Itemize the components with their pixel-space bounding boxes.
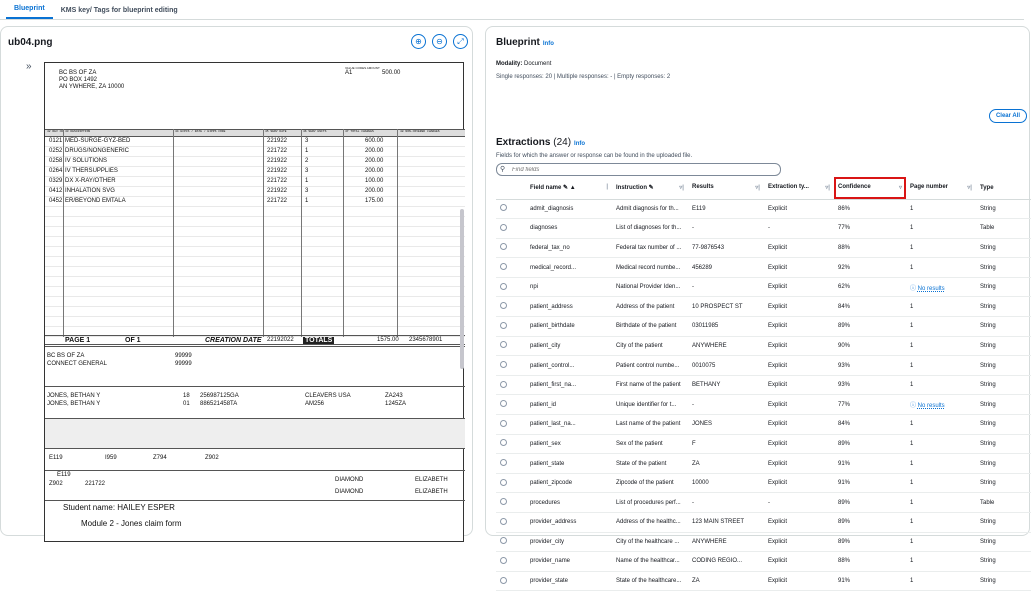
ub04-form-image — [44, 62, 464, 542]
cell-result: - — [688, 277, 764, 297]
cell-field-name: patient_control... — [526, 356, 612, 376]
cell-type: String — [976, 571, 1031, 591]
cell-result: BETHANY — [688, 375, 764, 395]
cell-field-name: federal_tax_no — [526, 238, 612, 258]
table-row[interactable] — [496, 513, 1031, 533]
tab-bar — [0, 0, 1024, 20]
row-radio[interactable] — [500, 204, 507, 211]
cell-type: String — [976, 297, 1031, 317]
cell-field-name: provider_city — [526, 532, 612, 552]
cell-field-name: patient_address — [526, 297, 612, 317]
cell-result: - — [688, 395, 764, 415]
cell-field-name: provider_name — [526, 552, 612, 572]
line-desc: MED-SURGE-GYZ-BED — [65, 138, 131, 144]
row-radio[interactable] — [500, 283, 507, 290]
cell-confidence: 88% — [834, 552, 906, 572]
value-codes: VALUE CODES AMOUNT A1 500.00 — [345, 66, 401, 76]
cell-page-number: 1 — [906, 454, 976, 474]
cell-page-number — [906, 277, 976, 297]
col-confidence[interactable]: Confidence ▿ — [834, 177, 906, 199]
cell-extraction-type: Explicit — [764, 473, 834, 493]
cell-instruction: State of the healthcare... — [612, 571, 688, 591]
tab-blueprint[interactable]: Blueprint — [6, 5, 53, 19]
cell-field-name: patient_city — [526, 336, 612, 356]
cell-confidence: 77% — [834, 219, 906, 239]
cell-page-number: 1 — [906, 336, 976, 356]
line-charge: 200.00 — [365, 148, 384, 154]
cell-extraction-type: Explicit — [764, 356, 834, 376]
line-date: 221922 — [267, 168, 288, 174]
cell-type: String — [976, 395, 1031, 415]
table-row[interactable] — [496, 532, 1031, 552]
table-row[interactable] — [496, 493, 1031, 513]
cell-result: 03011985 — [688, 317, 764, 337]
cell-page-number: 1 — [906, 317, 976, 337]
response-summary: Single responses: 20 | Multiple responses: - | Empty responses: 2 — [496, 74, 671, 80]
line-code: 0121 — [49, 138, 63, 144]
cell-page-number: 1 — [906, 219, 976, 239]
line-charge: 200.00 — [365, 188, 384, 194]
cell-result: CODING REGIO... — [688, 552, 764, 572]
extractions-subtitle: Fields for which the answer or response can be found in the uploaded file. — [496, 153, 693, 159]
tab-kms-key[interactable]: KMS key/ Tags for blueprint editing — [60, 7, 178, 14]
cell-page-number: 1 — [906, 532, 976, 552]
table-row[interactable] — [496, 219, 1031, 239]
table-row[interactable] — [496, 258, 1031, 278]
line-item — [49, 178, 465, 186]
cell-field-name: patient_id — [526, 395, 612, 415]
table-row[interactable] — [496, 415, 1031, 435]
blueprint-title: Blueprint Info — [496, 37, 554, 48]
no-results-link[interactable]: No results — [917, 285, 945, 292]
cell-extraction-type: Explicit — [764, 513, 834, 533]
table-row[interactable] — [496, 336, 1031, 356]
cell-extraction-type: Explicit — [764, 395, 834, 415]
cell-result: 77-9876543 — [688, 238, 764, 258]
procedure-section: E119 Z902 221722 DIAMOND ELIZABETH DIAMOND ELIZABETH — [45, 470, 465, 500]
cell-type: String — [976, 238, 1031, 258]
line-date: 221722 — [267, 178, 288, 184]
cell-result: ZA — [688, 571, 764, 591]
cell-type: String — [976, 454, 1031, 474]
cell-confidence: 89% — [834, 493, 906, 513]
row-radio[interactable] — [500, 263, 507, 270]
cell-type: String — [976, 532, 1031, 552]
cell-result: 123 MAIN STREET — [688, 513, 764, 533]
table-row[interactable] — [496, 454, 1031, 474]
cell-result: 10000 — [688, 473, 764, 493]
treatment-section — [45, 418, 465, 448]
cell-result: 10 PROSPECT ST — [688, 297, 764, 317]
cell-field-name: patient_last_na... — [526, 415, 612, 435]
cell-result: 456289 — [688, 258, 764, 278]
line-charge: 600.00 — [365, 138, 384, 144]
row-radio[interactable] — [500, 361, 507, 368]
insured-section: JONES, BETHAN Y JONES, BETHAN Y 18 01 256987125GA 886521458TA CLEAVERS USA AM256 ZA243 1245ZA — [45, 386, 465, 418]
cell-instruction: Name of the healthcar... — [612, 552, 688, 572]
line-units: 1 — [305, 178, 309, 184]
col-instruction[interactable]: Instruction ✎ ▿| — [612, 177, 688, 199]
line-units: 2 — [305, 158, 309, 164]
row-radio[interactable] — [500, 302, 507, 309]
line-units: 1 — [305, 198, 309, 204]
cell-extraction-type: Explicit — [764, 552, 834, 572]
line-charge: 100.00 — [365, 178, 384, 184]
cell-type: String — [976, 356, 1031, 376]
col-extraction-type[interactable]: Extraction ty... ▿| — [764, 177, 834, 199]
col-page-number[interactable]: Page number ▿| — [906, 177, 976, 199]
cell-confidence: 90% — [834, 336, 906, 356]
line-charge: 175.00 — [365, 198, 384, 204]
table-row[interactable] — [496, 238, 1031, 258]
document-preview-panel — [0, 26, 473, 536]
row-radio[interactable] — [500, 479, 507, 486]
cell-confidence: 77% — [834, 395, 906, 415]
cell-page-number: 1 — [906, 199, 976, 219]
cell-result: - — [688, 493, 764, 513]
cell-result: F — [688, 434, 764, 454]
payer-section: BC BS OF ZA CONNECT GENERAL 99999 99999 — [45, 346, 465, 386]
col-field-name[interactable]: Field name ✎ ▲ | — [526, 177, 612, 199]
row-radio[interactable] — [500, 381, 507, 388]
cell-page-number: 1 — [906, 258, 976, 278]
cell-field-name: npi — [526, 277, 612, 297]
line-desc: IV SOLUTIONS — [65, 158, 108, 164]
line-item — [49, 138, 465, 146]
blueprint-panel — [485, 26, 1030, 585]
expand-chevron-icon[interactable]: » — [26, 61, 32, 72]
line-item-header: 42 REV CD 43 DESCRIPTION 44 HCPCS / RATE / HIPPS CODE 45 SERV DATE 46 SERV UNITS 47 TOTAL CHARGES 48 NON-COVERED CHARGES — [45, 129, 465, 137]
cell-extraction-type: Explicit — [764, 434, 834, 454]
cell-field-name: provider_state — [526, 571, 612, 591]
line-units: 1 — [305, 148, 309, 154]
cell-confidence: 89% — [834, 317, 906, 337]
cell-extraction-type: - — [764, 493, 834, 513]
cell-page-number: 1 — [906, 513, 976, 533]
cell-extraction-type: Explicit — [764, 277, 834, 297]
cell-type: String — [976, 415, 1031, 435]
cell-extraction-type: Explicit — [764, 258, 834, 278]
cell-type: String — [976, 277, 1031, 297]
cell-instruction: City of the healthcare ... — [612, 532, 688, 552]
cell-type: String — [976, 258, 1031, 278]
cell-extraction-type: Explicit — [764, 375, 834, 395]
cell-page-number: 1 — [906, 415, 976, 435]
cell-type: Table — [976, 493, 1031, 513]
line-date: 221922 — [267, 158, 288, 164]
cell-field-name: admit_diagnosis — [526, 199, 612, 219]
line-item — [49, 148, 465, 156]
cell-confidence: 91% — [834, 473, 906, 493]
cell-confidence: 62% — [834, 277, 906, 297]
modality: Modality: Document — [496, 61, 552, 67]
cell-type: String — [976, 434, 1031, 454]
table-row[interactable] — [496, 434, 1031, 454]
info-link[interactable]: Info — [542, 41, 554, 47]
cell-result: E119 — [688, 199, 764, 219]
cell-field-name: diagnoses — [526, 219, 612, 239]
cell-extraction-type: Explicit — [764, 454, 834, 474]
table-row[interactable] — [496, 199, 1031, 219]
cell-page-number: 1 — [906, 493, 976, 513]
cell-extraction-type: Explicit — [764, 317, 834, 337]
cell-confidence: 91% — [834, 571, 906, 591]
line-code: 0258 — [49, 158, 63, 164]
line-item — [49, 188, 465, 196]
cell-field-name: provider_address — [526, 513, 612, 533]
cell-instruction: Sex of the patient — [612, 434, 688, 454]
zoom-in-icon[interactable]: ⊕ — [411, 34, 426, 49]
cell-page-number: 1 — [906, 356, 976, 376]
cell-instruction: City of the patient — [612, 336, 688, 356]
row-radio[interactable] — [500, 459, 507, 466]
row-radio[interactable] — [500, 420, 507, 427]
extractions-table — [496, 177, 1031, 591]
cell-type: String — [976, 199, 1031, 219]
cell-result: 0010075 — [688, 356, 764, 376]
cell-type: String — [976, 336, 1031, 356]
cell-field-name: patient_first_na... — [526, 375, 612, 395]
no-results-link[interactable]: No results — [917, 403, 945, 410]
table-row[interactable] — [496, 277, 1031, 297]
row-radio[interactable] — [500, 439, 507, 446]
cell-result: ANYWHERE — [688, 336, 764, 356]
table-row[interactable] — [496, 395, 1031, 415]
cell-confidence: 84% — [834, 297, 906, 317]
cell-instruction: Admit diagnosis for th... — [612, 199, 688, 219]
fit-screen-icon[interactable]: ⤢ — [453, 34, 468, 49]
cell-instruction: Address of the healthc... — [612, 513, 688, 533]
cell-result: ZA — [688, 454, 764, 474]
cell-extraction-type: Explicit — [764, 297, 834, 317]
cell-instruction: Zipcode of the patient — [612, 473, 688, 493]
line-units: 3 — [305, 168, 309, 174]
cell-instruction: Last name of the patient — [612, 415, 688, 435]
cell-extraction-type: Explicit — [764, 336, 834, 356]
line-item — [49, 198, 465, 206]
line-code: 0412 — [49, 188, 63, 194]
line-code: 0252 — [49, 148, 63, 154]
line-charge: 200.00 — [365, 168, 384, 174]
cell-confidence: 89% — [834, 434, 906, 454]
table-row[interactable] — [496, 473, 1031, 493]
line-item — [49, 158, 465, 166]
col-type[interactable]: Type — [976, 177, 1031, 199]
cell-type: Table — [976, 219, 1031, 239]
cell-instruction: First name of the patient — [612, 375, 688, 395]
line-date: 221722 — [267, 148, 288, 154]
row-radio[interactable] — [500, 243, 507, 250]
row-radio[interactable] — [500, 498, 507, 505]
line-item-grid — [45, 137, 465, 337]
info-icon: ⓘ — [910, 285, 918, 292]
cell-instruction: Birthdate of the patient — [612, 317, 688, 337]
cell-instruction: List of procedures perf... — [612, 493, 688, 513]
cell-confidence: 84% — [834, 415, 906, 435]
line-date: 221922 — [267, 138, 288, 144]
line-date: 221922 — [267, 188, 288, 194]
table-row[interactable] — [496, 571, 1031, 591]
cell-confidence: 93% — [834, 375, 906, 395]
row-radio[interactable] — [500, 400, 507, 407]
row-radio[interactable] — [500, 537, 507, 544]
cell-page-number: 1 — [906, 434, 976, 454]
line-units: 3 — [305, 188, 309, 194]
line-charge: 200.00 — [365, 158, 384, 164]
line-code: 0452 — [49, 198, 63, 204]
cell-confidence: 92% — [834, 258, 906, 278]
cell-instruction: Medical record numbe... — [612, 258, 688, 278]
cell-page-number: 1 — [906, 473, 976, 493]
row-radio[interactable] — [500, 518, 507, 525]
table-row[interactable] — [496, 356, 1031, 376]
cell-type: String — [976, 513, 1031, 533]
cell-instruction: Patient control numbe... — [612, 356, 688, 376]
row-radio[interactable] — [500, 341, 507, 348]
cell-instruction: Federal tax number of ... — [612, 238, 688, 258]
extractions-info-link[interactable]: Info — [574, 141, 586, 147]
preview-scrollbar[interactable] — [460, 209, 464, 369]
cell-confidence: 89% — [834, 513, 906, 533]
cell-type: String — [976, 473, 1031, 493]
cell-instruction: State of the patient — [612, 454, 688, 474]
line-code: 0264 — [49, 168, 63, 174]
cell-page-number: 1 — [906, 297, 976, 317]
provider-address-block: BC BS OF ZA PO BOX 1492 AN YWHERE, ZA 10000 — [59, 70, 125, 90]
line-item — [49, 168, 465, 176]
cell-confidence: 89% — [834, 532, 906, 552]
cell-page-number: 1 — [906, 238, 976, 258]
cell-type: String — [976, 375, 1031, 395]
cell-confidence: 88% — [834, 238, 906, 258]
line-date: 221722 — [267, 198, 288, 204]
totals-row: PAGE 1 OF 1 CREATION DATE 22192022 TOTALS 1575.00 2345678901 — [45, 335, 465, 345]
diagnosis-section: E119 I959 Z794 Z902 — [45, 448, 465, 470]
line-desc: INHALATION SVG — [65, 188, 115, 194]
clear-all-button[interactable]: Clear All — [989, 109, 1027, 123]
cell-field-name: patient_sex — [526, 434, 612, 454]
cell-result: - — [688, 219, 764, 239]
cell-result: ANYWHERE — [688, 532, 764, 552]
find-fields-input[interactable] — [496, 163, 781, 176]
cell-extraction-type: Explicit — [764, 532, 834, 552]
cell-extraction-type: Explicit — [764, 238, 834, 258]
row-radio[interactable] — [500, 557, 507, 564]
cell-confidence: 86% — [834, 199, 906, 219]
table-row[interactable] — [496, 552, 1031, 572]
file-name: ub04.png — [8, 37, 53, 48]
line-desc: IV THERSUPPLIES — [65, 168, 118, 174]
cell-result: JONES — [688, 415, 764, 435]
cell-instruction: Unique identifier for t... — [612, 395, 688, 415]
cell-page-number — [906, 395, 976, 415]
line-code: 0329 — [49, 178, 63, 184]
cell-field-name: procedures — [526, 493, 612, 513]
cell-type: String — [976, 552, 1031, 572]
cell-type: String — [976, 317, 1031, 337]
cell-extraction-type: Explicit — [764, 415, 834, 435]
cell-field-name: medical_record... — [526, 258, 612, 278]
line-desc: ER/BEYOND EMTALA — [65, 198, 126, 204]
table-row[interactable] — [496, 297, 1031, 317]
cell-instruction: List of diagnoses for th... — [612, 219, 688, 239]
table-row[interactable] — [496, 317, 1031, 337]
cell-page-number: 1 — [906, 552, 976, 572]
row-radio[interactable] — [500, 322, 507, 329]
search-icon: ⚲ — [500, 166, 506, 173]
row-radio[interactable] — [500, 224, 507, 231]
cell-instruction: National Provider Iden... — [612, 277, 688, 297]
cell-extraction-type: Explicit — [764, 571, 834, 591]
cell-extraction-type: - — [764, 219, 834, 239]
line-desc: DRUGS/NONGENERIC — [65, 148, 130, 154]
row-radio[interactable] — [500, 577, 507, 584]
cell-field-name: patient_birthdate — [526, 317, 612, 337]
remarks-section: Student name: HAILEY ESPER Module 2 - Jones claim form — [45, 500, 465, 543]
info-icon: ⓘ — [910, 403, 918, 410]
line-units: 3 — [305, 138, 309, 144]
cell-page-number: 1 — [906, 375, 976, 395]
cell-instruction: Address of the patient — [612, 297, 688, 317]
cell-field-name: patient_state — [526, 454, 612, 474]
line-desc: DX X-RAY/OTHER — [65, 178, 116, 184]
col-results[interactable]: Results ▿| — [688, 177, 764, 199]
cell-page-number: 1 — [906, 571, 976, 591]
extractions-heading: Extractions (24) Info — [496, 137, 586, 148]
table-row[interactable] — [496, 375, 1031, 395]
zoom-out-icon[interactable]: ⊖ — [432, 34, 447, 49]
cell-extraction-type: Explicit — [764, 199, 834, 219]
cell-field-name: patient_zipcode — [526, 473, 612, 493]
cell-confidence: 93% — [834, 356, 906, 376]
cell-confidence: 91% — [834, 454, 906, 474]
